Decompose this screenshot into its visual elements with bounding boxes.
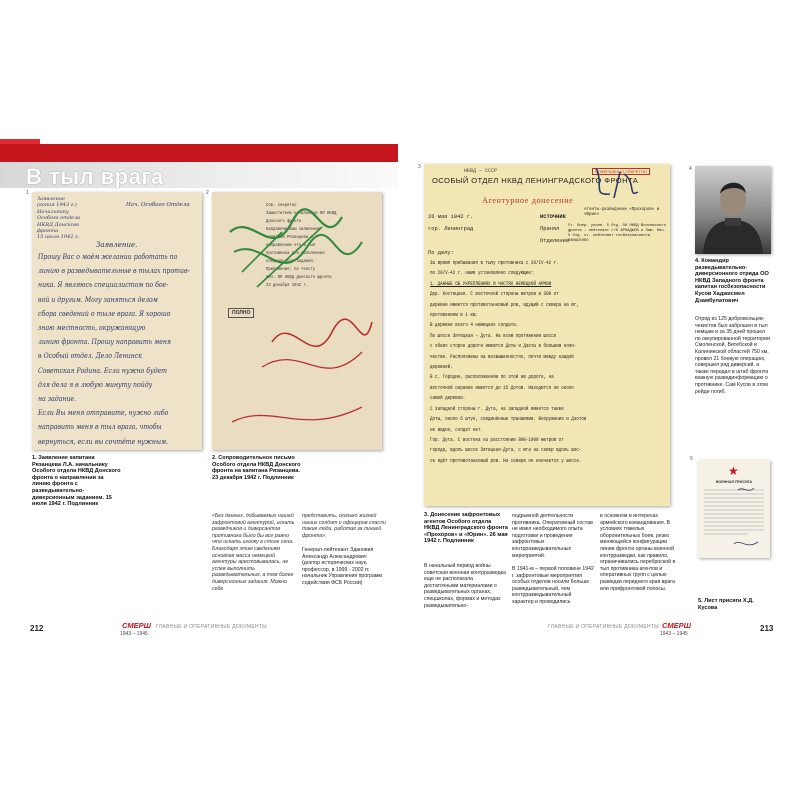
section-title: В тыл врага [26, 164, 164, 189]
photo4-number: 4 [689, 166, 692, 172]
footer-logo-right: СМЕРШ [662, 621, 692, 630]
doc3-source-label: ИСТОЧНИК [540, 214, 566, 220]
star-icon: ★ [728, 464, 739, 478]
doc3-dept-label: Отделение [540, 238, 570, 244]
doc3-number: 3 [418, 164, 421, 170]
quote-author: Генерал-лейтенант Здановия Александр Александрович (доктор исторических наук, профессор, в 1999 - 2002 гг. начальник Управления программ содействия ФСБ России) [302, 547, 383, 586]
doc1-body: Прошу Вас о моём желании работать по линию в разведывательные в тылах против- ника. Я являюсь специалистом по бое- вой и другим. Могу заняться делом сбора сведений о тыле врага. Я хорошо знаю местность, окружающую линию фронта. Прошу направить меня в Особый отдел. Дело Ленинск Советская Родина. Если нужно будет для дела я в любую минуту пойду на задание. Если Вы меня отправите, нужно либо направить меня в тыл врага, чтобы вернуться, если вы сочтёте нужным. [38, 252, 190, 446]
footer-logo-left: СМЕРШ [122, 621, 152, 630]
doc3-received-label: Принял [540, 226, 560, 232]
doc1-header-left: Заявление (копия 1943 г.) Начальнику Особого отдела НКВД Донского фронта 15 июля 1942 г. [37, 196, 81, 241]
doc1-header-right: Нач. Особого Отдела [126, 202, 190, 208]
doc3-image [424, 164, 670, 506]
footer-text-left: ГЛАВНЫЕ И ОПЕРАТИВНЫЕ ДОКУМЕНТЫ [156, 624, 267, 630]
doc5-caption: 5. Лист присяги Х.Д. Кусова [698, 598, 754, 611]
article-col2b: В 1941-м – первой половине 1942 г. зафронтовые мероприятия особых отделов носили больше разведывательный, чем контрразведывательный характер и проводились [512, 566, 594, 605]
portrait-silhouette-icon [695, 166, 771, 254]
doc3-header-small: НКВД – СССР [464, 168, 498, 174]
doc3-secret-stamp: СОВЕРШЕННО СЕКРЕТНО [592, 168, 650, 175]
article-col1: В начальный период войны советская военная контрразведка еще не располагала достаточными материалами о разведывательных органах, спецшколах, формах и методах разведывательно- [424, 563, 506, 609]
quote-col1: «Без данных, добываемых нашей зафронтовой агентурой, искать разведчиков и диверсантов противника было бы все равно что искать иголку в стоге сена. Благодаря этим сведениям основная масса немецкой агентуры арестовывалась, не успев выполнить разведывательных, а тем более диверсионных задания. Можно себе [212, 513, 295, 592]
doc3-caption: 3. Донесение зафронтовых агентов Особого отдела НКВД Ленинградского фронта «Прохоров» и «Юрин». 26 мая 1942 г. Подлинник [424, 512, 508, 545]
doc5-text-lines [698, 460, 770, 558]
page-number-left: 212 [30, 624, 44, 633]
article-col3: в основном в интересах армейского командования. В условиях тяжелых оборонительных боев, резко меняющейся конфигурации линии фронта органы военной контрразведки, как правило, ограничивались переброской в тыл противника агентов и оперативных групп с целью разведки переднего края врага или прифронтовой полосы. [600, 513, 676, 592]
doc5-title: ВОЕННАЯ ПРИСЯГА [715, 480, 753, 484]
doc1-caption: 1. Заявление капитана Рязанцева Л.А. начальнику Особого отдела НКВД Донского фронта о направлении за линию фронта с разведывательно-диверсионным заданием. 15 июля 1942 г. Подлинник [32, 455, 121, 508]
header-red-bar [0, 144, 398, 162]
footer-text-right: ГЛАВНЫЕ И ОПЕРАТИВНЫЕ ДОКУМЕНТЫ [548, 624, 659, 630]
page-number-right: 213 [760, 624, 774, 633]
doc2-typed-text: Сов. секретно Заместителю начальника ОО НКВД Донского фронта Направляю Вам заявление капитана Рязанцева о направлении его в тыл противника для выполнения специального задания. Приложение: по тексту Нач. ОО НКВД Донского фронта 23 декабря 1942 г. [266, 203, 337, 288]
doc2-pencil-marks [212, 192, 382, 450]
doc3-label: По делу: [428, 250, 454, 256]
doc3-place: гор. Ленинград [428, 226, 474, 232]
doc1-image [32, 192, 202, 450]
article-col2a: подрывной деятельности противника. Оперативный состав не имел необходимого опыта подготовки и проведения зафронтовых контрразведывательных мероприятий. [512, 513, 593, 559]
doc3-dept-value: Ст. Опер. уполн. 5 Отд. ОО НКВД Волховского фронта – лейтенант г/б АРКАДЬЕВ и Зам. Нач. 5 Отд. ст. лейтенант госбезопасности ПАНАСЕНКО [568, 224, 666, 243]
doc3-source-value: Агенты-разведчики «Прохоров» и «Юрин» [584, 208, 660, 217]
doc2-image [212, 192, 382, 450]
doc1-number: 1 [26, 190, 29, 196]
doc1-title: Заявление. [96, 241, 138, 249]
doc2-caption: 2. Сопроводительное письмо Особого отдела НКВД Донского фронта на капитана Рязанцева. 23 декабря 1942 г. Подлинник [212, 455, 301, 481]
doc5-image [698, 460, 770, 558]
doc2-number: 2 [206, 190, 209, 196]
quote-col2: представить, сколько жизней наших солдат и офицеров спасли такие люди, работая за линией фронта». [302, 513, 386, 539]
footer-years-left: 1943 – 1945 [120, 631, 148, 637]
photo4-caption: 4. Командир разведывательно-диверсионного отряда ОО НКВД Западного фронта капитан госбезопасности Кусов Хаджисмел Дзамбулатович [695, 258, 769, 304]
doc3-body: За время пребывания в тылу противника с 20/IV-42 г. по 20/V-42 г. нами установлено следующее: 1. ДАННЫЕ ОБ УКРЕПЛЕНИЯХ И ЧАСТЯХ НЕМЕЦКОЙ АРМИИ Дер. Костецкая. С восточной стороны метров в 300 от деревни имеется противотанковый ров, идущий с севера на юг, протяжением в 1 км. В деревне всего 4 немецких солдата. По шоссе Зятецкая – Дуга. На всем протяжении шоссе с обеих сторон дороги имеются Доты и Дзоты в большом коли- честве. Расположены на возвышенностях, почти между каждой деревней. В с. Городин, расположенном по этой же дороге, на восточной окраине имеется до 15 Дотов. Находится ли около самой деревни. С западной стороны г. Дуга, на западной имеется также Доты, около 6 штук, соединённые траншеями. Вооружения и Дзотов не видно, солдат нет. Гор. Дуга. С востока на расстоянии 800-1000 метров от города, вдоль шоссе Зятецкая-Дуга, с юга на север вдоль шос- се идёт противотанковый ров. На севере он кончается у шоссе. [430, 260, 587, 464]
doc3-header: ОСОБЫЙ ОТДЕЛ НКВД ЛЕНИНГРАДСКОГО ФРОНТА [432, 176, 639, 185]
doc2-stamp: ПОЛНО [228, 308, 254, 318]
doc3-date: 26 мая 1942 г. [428, 214, 474, 220]
doc3-subtitle: Агентурное донесение [482, 196, 574, 205]
photo4-portrait [695, 166, 771, 254]
doc5-number: 5 [690, 456, 693, 462]
footer-years-right: 1943 – 1945 [660, 631, 688, 637]
photo4-text: Отряд из 125 добровольцев-чекистов был заброшен в тыл немцам и за 35 дней прошел по оккупированной территории Смоленской, Витебской и Калининской областей 750 км, провел 21 боевую операцию, совершил ряд диверсий, а также передал в штаб фронта важную развединформацию о противнике. Сам Кусов в этом рейде погиб. [695, 316, 770, 395]
